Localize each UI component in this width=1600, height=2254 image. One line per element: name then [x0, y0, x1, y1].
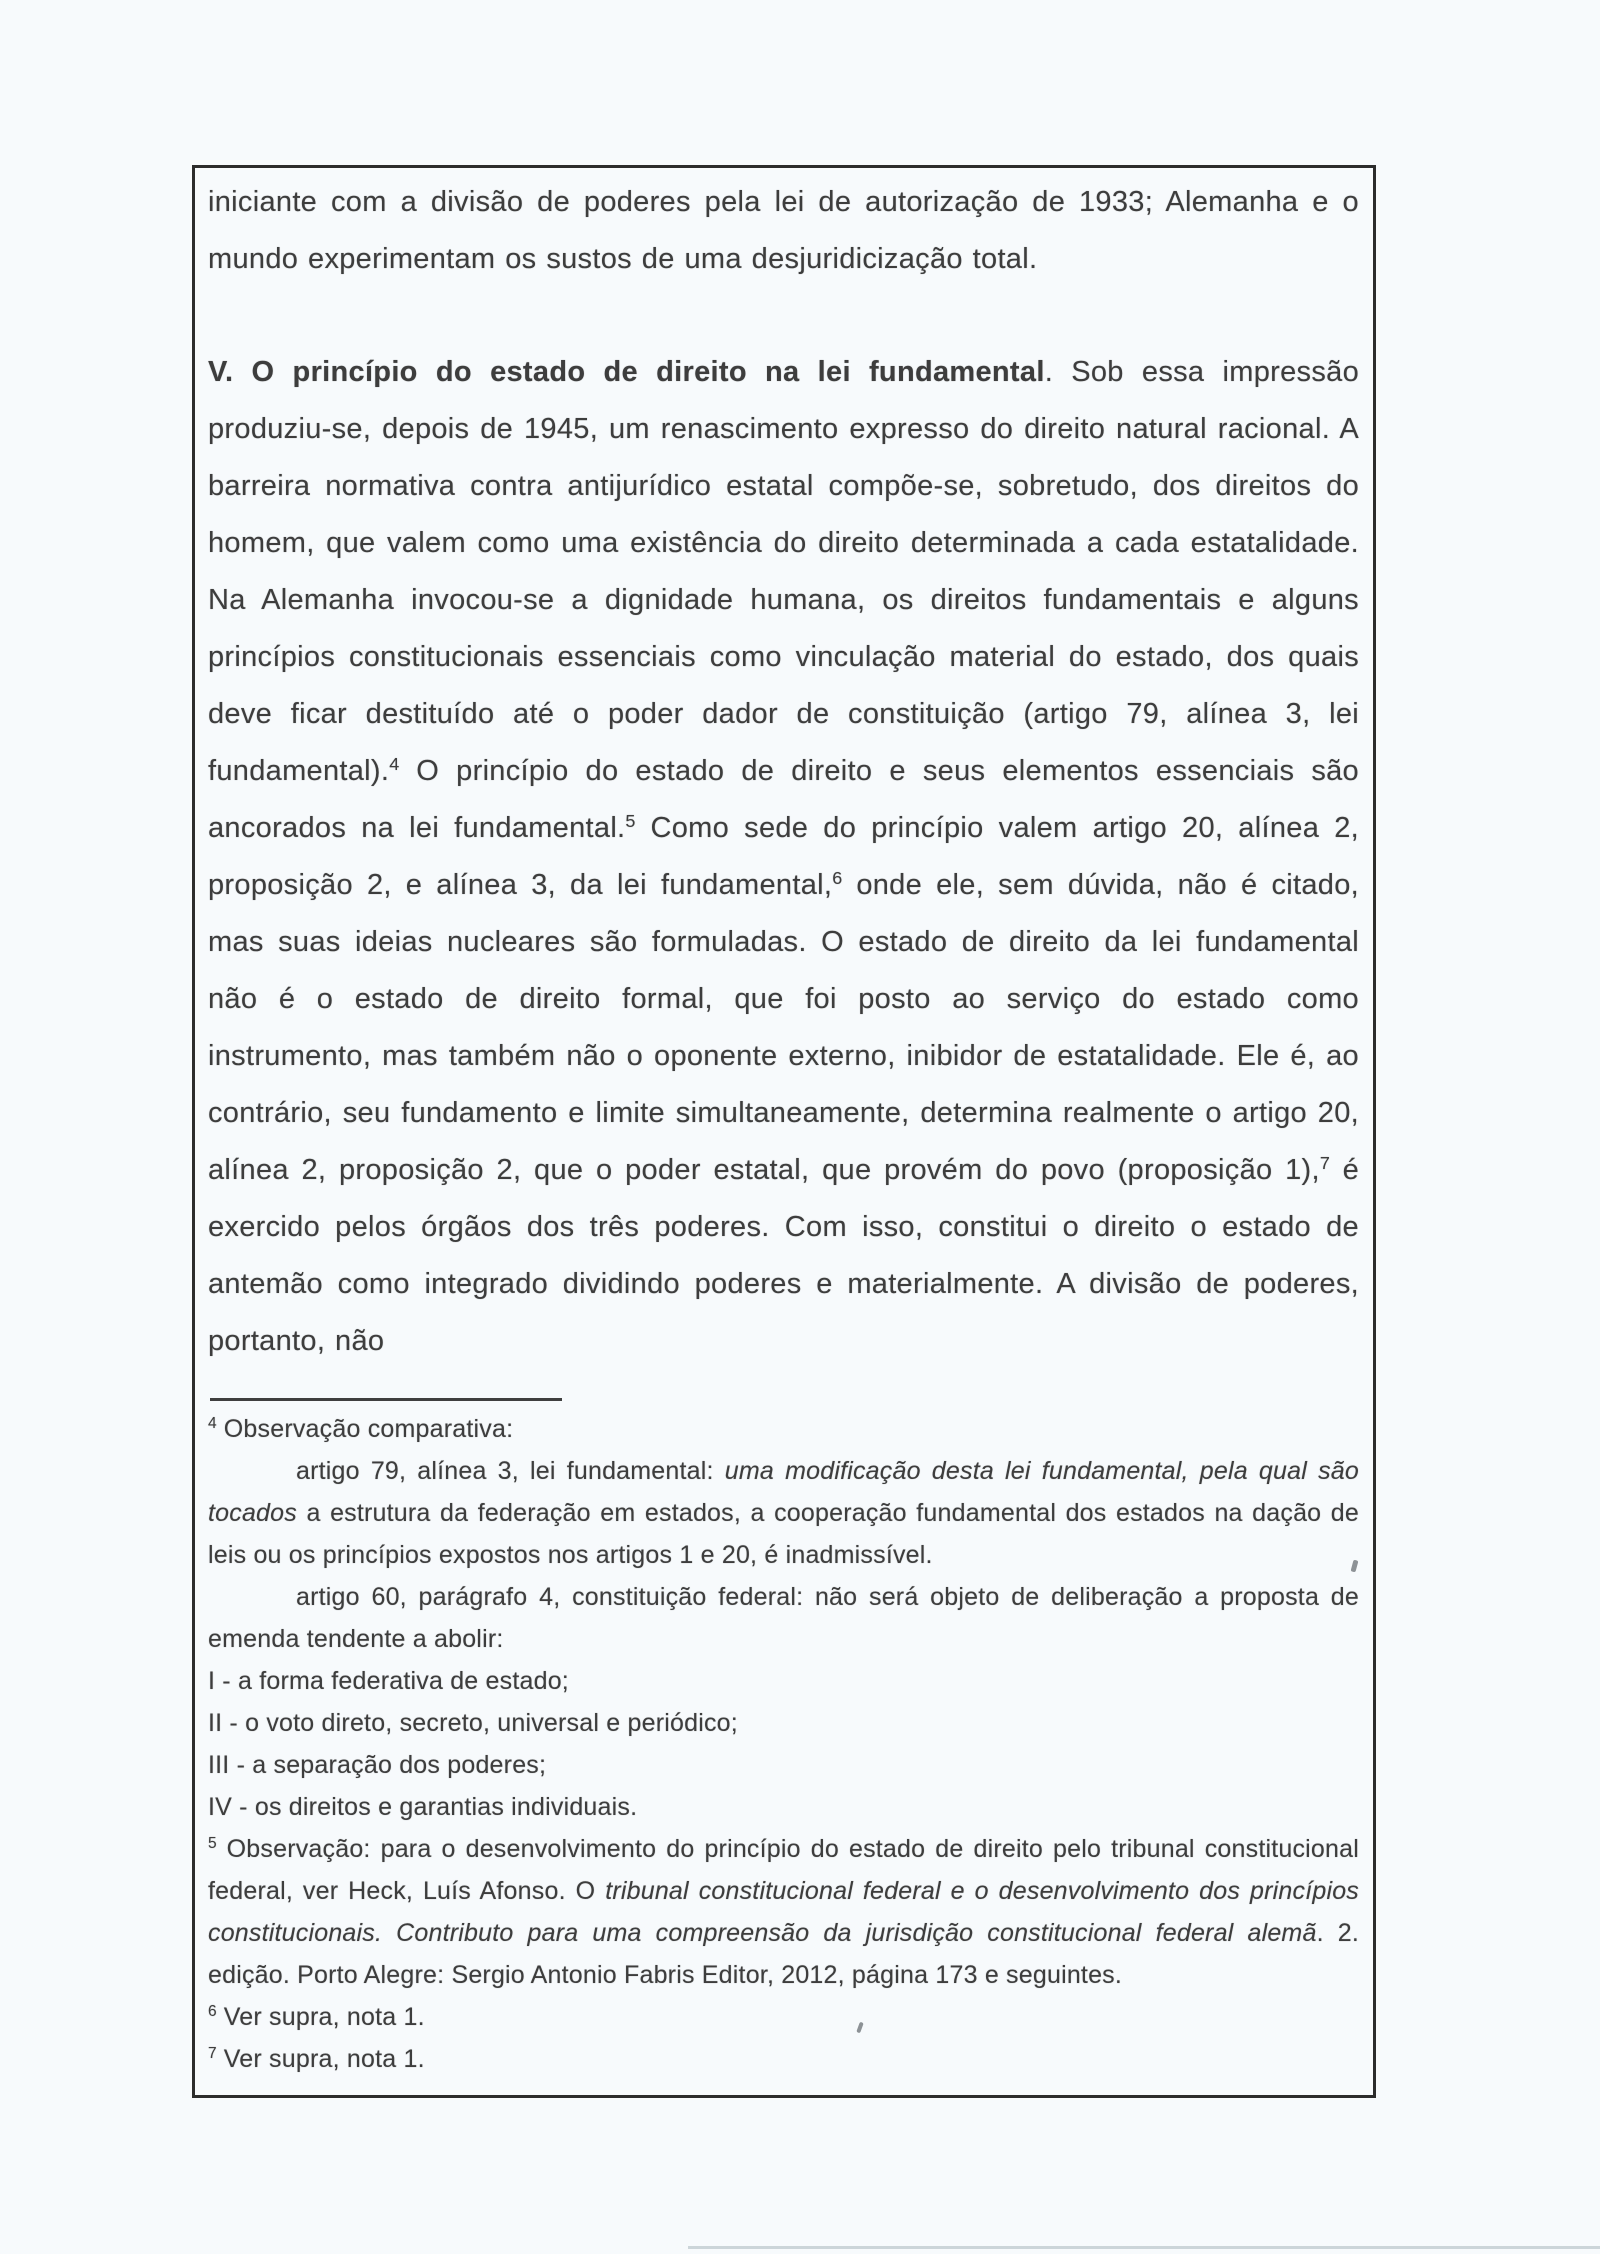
- paragraph-section-v: V. O princípio do estado de direito na lei fundamental. Sob essa impressão produziu-se, depois de 1945, um renascimento expresso do direito natural racional. A barreira normativa contra antijurídico estatal compõe-se, sobretudo, dos direitos do homem, que valem como uma existência do direito determinada a cada estatalidade. Na Alemanha invocou-se a dignidade humana, os direitos fundamentais e alguns princípios constitucionais essenciais como vinculação material do estado, dos quais deve ficar destituído até o poder dador de constituição (artigo 79, alínea 3, lei fundamental).$^4$ O princípio do estado de direito e seus elementos essenciais são ancorados na lei fundamental.$^5$ Como sede do princípio valem artigo 20, alínea 2, proposição 2, e alínea 3, da lei fundamental,$^6$ onde ele, sem dúvida, não é citado, mas suas ideias nucleares são formuladas. O estado de direito da lei fundamental não é o estado de direito formal, que foi posto ao serviço do estado como instrumento, mas também não o oponente externo, inibidor de estatalidade. Ele é, ao contrário, seu fundamento e limite simultaneamente, determina realmente o artigo 20, alínea 2, proposição 2, que o poder estatal, que provém do povo (proposição 1),$^7$ é exercido pelos órgãos dos três poderes. Com isso, constitui o direito o estado de antemão como integrado dividindo poderes e materialmente. A divisão de poderes, portanto, não: [208, 356, 1360, 1357]
- footnote-4-quote-artigo-60: artigo 60, parágrafo 4, constituição federal: não será objeto de deliberação a proposta de emenda tendente a abolir:: [208, 1583, 1359, 1653]
- footnote-4-item-3: III - a separação dos poderes;: [208, 1751, 547, 1779]
- footnote-4-item-4: IV - os direitos e garantias individuais.: [208, 1793, 638, 1821]
- footnote-4-item-2: II - o voto direto, secreto, universal e periódico;: [208, 1709, 738, 1737]
- text-frame: [192, 165, 1376, 2098]
- footnote-5: $^5$ Observação: para o desenvolvimento do princípio do estado de direito pelo tribunal constitucional federal, ver Heck, Luís Afonso. O tribunal constitucional federal e o desenvolvimento dos princípios constitucionais. Contributo para uma compreensão da jurisdição constitucional federal alemã. 2. edição. Porto Alegre: Sergio Antonio Fabris Editor, 2012, página 173 e seguintes.: [208, 1835, 1359, 1989]
- footnote-separator-rule: [210, 1398, 562, 1401]
- footnote-4-quote-artigo-79: artigo 79, alínea 3, lei fundamental: uma modificação desta lei fundamental, pela qual são tocados a estrutura da federação em estados, a cooperação fundamental dos estados na dação de leis ou os princípios expostos nos artigos 1 e 20, é inadmissível.: [208, 1457, 1359, 1569]
- scan-artifact-line: [688, 2246, 1600, 2249]
- footnote-4-item-1: I - a forma federativa de estado;: [208, 1667, 569, 1695]
- footnote-7: $^7$ Ver supra, nota 1.: [208, 2045, 425, 2073]
- footnote-6: $^6$ Ver supra, nota 1.: [208, 2003, 425, 2031]
- footnote-4-heading: $^4$ Observação comparativa:: [208, 1415, 514, 1443]
- footnotes-section: [208, 1398, 1359, 2080]
- paragraph-continuation: iniciante com a divisão de poderes pela lei de autorização de 1933; Alemanha e o mundo experimentam os sustos de uma desjuridicização total.: [208, 186, 1359, 275]
- body-text: [208, 174, 1359, 1370]
